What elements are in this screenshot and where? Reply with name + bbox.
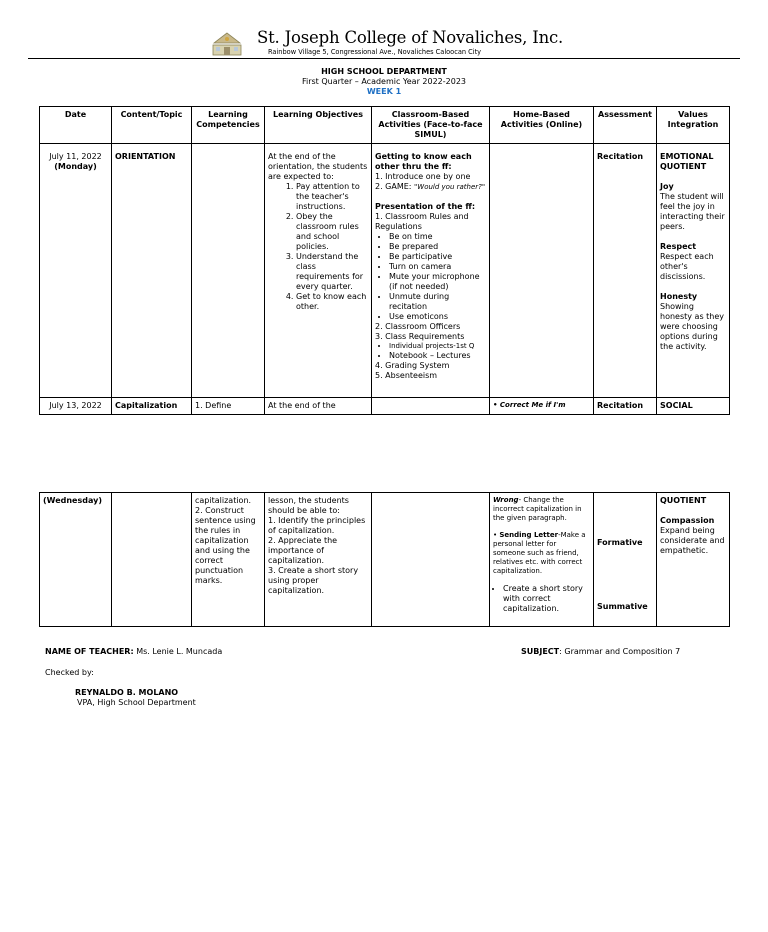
header-divider (28, 58, 740, 59)
col-topic: Content/Topic (112, 107, 192, 144)
home-activities-cell (490, 144, 594, 398)
lesson-plan-table-continued (39, 492, 730, 627)
home-activities-list: • Create a short story with correct capitalization. (493, 584, 590, 614)
date-cell: (Wednesday) (40, 493, 112, 627)
col-values: Values Integration (657, 107, 730, 144)
col-competencies: Learning Competencies (192, 107, 265, 144)
col-home-activities: Home-Based Activities (Online) (490, 107, 594, 144)
table-row (40, 493, 730, 627)
classroom-activities-cell (372, 493, 490, 627)
col-assessment: Assessment (594, 107, 657, 144)
quarter-label: First Quarter – Academic Year 2022-2023 (301, 77, 467, 86)
requirements-list: • Individual projects-1st Q • Notebook – Lectures (375, 342, 486, 361)
objectives-cell: lesson, the students should be able to: 1. Identify the principles of capitalization. 2. Appreciate the importance of capitalization. 3. Create a short story using proper capitalization. (265, 493, 372, 627)
competency-cell (192, 144, 265, 398)
objectives-list: 1. Pay attention to the teacher's instructions. 2. Obey the classroom rules and school policies. 3. Understand the class requirements for every quarter. 4. Get to know each other. (268, 182, 368, 312)
department-heading (0, 67, 768, 97)
classroom-activities-cell: Getting to know each other thru the ff: 1. Introduce one by one 2. GAME: "Would you rather?" Presentation of the ff: 1. Classroom Rules and Regulations • Be on time • Be prepared • Be participative • Turn on camera • Mute your microphone (if not needed) • Unmute during recitation • Use emoticons 2. Classroom Officers 3. Class Requirements • Individual projects-1st Q • Notebook – Lectures 4. Grading System 5. Absenteeism (372, 144, 490, 398)
table-row: July 13, 2022 Capitalization 1. Define At the end of the • Correct Me if I'm Recitation SOCIAL (40, 398, 730, 415)
col-date: Date (40, 107, 112, 144)
topic-cell (112, 493, 192, 627)
college-name: St. Joseph College of Novaliches, Inc. (257, 28, 564, 47)
col-objectives: Learning Objectives (265, 107, 372, 144)
table-row (40, 144, 730, 398)
checker-title: VPA, High School Department (77, 698, 196, 707)
assessment-cell: Formative Summative (594, 493, 657, 627)
competency-cell: capitalization. 2. Construct sentence using the rules in capitalization and using the correct punctuation marks. (192, 493, 265, 627)
home-activities-cell: Wrong- Change the incorrect capitalization in the given paragraph. • Sending Letter-Make a personal letter for someone such as friend, relatives etc. with correct capitalization. • Create a short story with correct capitalization. (490, 493, 594, 627)
topic-cell: ORIENTATION (112, 144, 192, 398)
lesson-plan-table (39, 106, 730, 415)
letterhead (0, 28, 768, 62)
department-title: HIGH SCHOOL DEPARTMENT (321, 67, 447, 76)
checker-name: REYNALDO B. MOLANO (75, 688, 179, 697)
values-cell: EMOTIONAL QUOTIENT Joy The student will feel the joy in interacting their peers. Respect Respect each other's discissions. Honesty Showing honesty as they were choosing options during the activity. (657, 144, 730, 398)
table-header-row (40, 107, 730, 144)
date-cell: July 11, 2022 (Monday) (40, 144, 112, 398)
assessment-cell: Recitation (594, 144, 657, 398)
rules-list: • Be on time • Be prepared • Be participative • Turn on camera • Mute your microphone (if not needed) • Unmute during recitation • Use emoticons (375, 232, 486, 322)
week-label: WEEK 1 (366, 87, 402, 96)
col-classroom-activities: Classroom-Based Activities (Face-to-face SIMUL) (372, 107, 490, 144)
values-cell: QUOTIENT Compassion Expand being considerate and empathetic. (657, 493, 730, 627)
school-seal-icon (210, 31, 244, 57)
subject-line: SUBJECT: Grammar and Composition 7 (521, 647, 681, 656)
teacher-name: NAME OF TEACHER: Ms. Lenie L. Muncada (45, 647, 223, 656)
college-address: Rainbow Village 5, Congressional Ave., Novaliches Caloocan City (268, 48, 482, 56)
checked-by-label: Checked by: (45, 668, 94, 677)
objectives-cell: At the end of the orientation, the students are expected to: 1. Pay attention to the teacher's instructions. 2. Obey the classroom rules and school policies. 3. Understand the class requirements for every quarter. 4. Get to know each other. (265, 144, 372, 398)
